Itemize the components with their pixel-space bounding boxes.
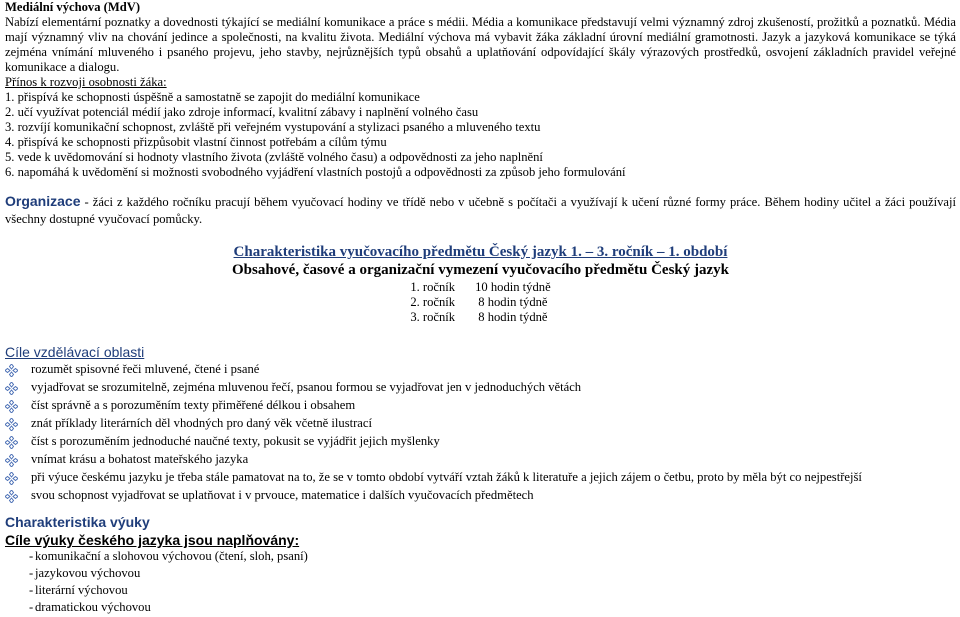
table-row: 3. ročník 8 hodin týdně [410, 310, 548, 324]
contribution-list [5, 90, 956, 180]
list-item: 3. rozvíjí komunikační schopnost, zvláště při veřejném vystupování a stylizaci psaného a mluveného textu [5, 120, 541, 134]
list-item: 6. napomáhá k uvědomění si možnosti svobodného vyjádření vlastních postojů a odpovědnosti za způsob jeho formulování [5, 165, 626, 179]
goal-text: svou schopnost vyjadřovat se uplatňovat i v prvouce, matematice i dalších vyučovacích předmětech [31, 488, 534, 502]
list-item [5, 362, 956, 380]
four-diamond-bullet-icon [5, 488, 31, 503]
teaching-subheading: Cíle výuky českého jazyka jsou naplňovány: [5, 532, 300, 548]
list-item: - dramatickou výchovou [29, 600, 151, 614]
media-paragraph: Nabízí elementární poznatky a dovednosti týkající se mediální komunikace a práce s médii. Média a komunikace představují velmi významný zdroj zkušeností, prožitků a poznatků. Média mají významný vliv na chování jedince a společnosti, na kvalitu života. Mediální výchova má vybavit žáka základní úrovní mediální gramotnosti. Jazyk a jazyková komunikace se týká zejména vnímání mluveného i psaného projevu, jeho stavby, nejrůznějších typů obsahů a uplatňování odpovídající škály výrazových prostředků, osvojení základních pravidel veřejné komunikace a dialogu. [5, 15, 956, 74]
subject-subtitle: Obsahové, časové a organizační vymezení vyučovacího předmětu Český jazyk [231, 262, 730, 278]
list-item [5, 452, 956, 470]
goals-section [5, 343, 956, 506]
list-item: 2. učí využívat potenciál médií jako zdroje informací, kvalitní zábavy i naplnění volného času [5, 105, 479, 119]
organization-label: Organizace [5, 193, 81, 209]
goal-text: číst s porozuměním jednoduché naučné texty, pokusit se vyjádřit jejich myšlenky [31, 434, 440, 448]
goal-text: vnímat krásu a bohatost mateřského jazyka [31, 452, 249, 466]
media-heading: Mediální výchova (MdV) [5, 0, 141, 14]
four-diamond-bullet-icon [5, 398, 31, 413]
list-item: - komunikační a slohovou výchovou (čtení, sloh, psaní) [29, 549, 308, 563]
list-item: - literární výchovou [29, 583, 128, 597]
list-item: 1. přispívá ke schopnosti úspěšně a samostatně se zapojit do mediální komunikace [5, 90, 420, 104]
media-section [5, 0, 956, 180]
goal-text: při výuce českému jazyku je třeba stále pamatovat na to, že se v tomto období vytváří vztah žáků k literatuře a jejich zájem o četbu, proto by měla být co nejpestřejší [31, 470, 862, 484]
teaching-section [5, 513, 956, 617]
list-item [5, 380, 956, 398]
list-item: - jazykovou výchovou [29, 566, 141, 580]
four-diamond-bullet-icon [5, 416, 31, 431]
teaching-heading: Charakteristika výuky [5, 514, 150, 530]
four-diamond-bullet-icon [5, 380, 31, 395]
four-diamond-bullet-icon [5, 362, 31, 377]
hours-table [400, 280, 560, 325]
four-diamond-bullet-icon [5, 434, 31, 449]
list-item [5, 398, 956, 416]
list-item [5, 416, 956, 434]
table-row: 1. ročník 10 hodin týdně [410, 280, 551, 294]
list-item [5, 434, 956, 452]
goal-text: číst správně a s porozuměním texty přiměřené délkou i obsahem [31, 398, 356, 412]
list-item: 5. vede k uvědomování si hodnoty vlastního života (zvláště volného času) a odpovědnosti za jeho naplnění [5, 150, 543, 164]
list-item [5, 470, 956, 488]
list-item [5, 488, 956, 506]
table-row: 2. ročník 8 hodin týdně [410, 295, 548, 309]
organization-text: - žáci z každého ročníku pracují během vyučovací hodiny ve třídě nebo v učebně s počítači a využívají k učení různé formy práce. Během hodiny učitel a žáci používají všechny dostupné vyučovací pomůcky. [5, 195, 956, 226]
goal-text: rozumět spisovné řeči mluvené, čtené i psané [31, 362, 260, 376]
list-item: 4. přispívá ke schopnosti přizpůsobit vlastní činnost potřebám a cílům týmu [5, 135, 387, 149]
goal-text: znát příklady literárních děl vhodných pro daný věk včetně ilustrací [31, 416, 372, 430]
organization-paragraph [5, 193, 956, 228]
contribution-heading: Přínos k rozvoji osobnosti žáka: [5, 75, 167, 89]
goals-list [5, 362, 956, 506]
subject-characteristics [5, 243, 956, 325]
teaching-list [5, 549, 956, 617]
four-diamond-bullet-icon [5, 470, 31, 485]
subject-title: Charakteristika vyučovacího předmětu Český jazyk 1. – 3. ročník – 1. období [233, 244, 728, 260]
goals-heading: Cíle vzdělávací oblasti [5, 344, 145, 360]
goal-text: vyjadřovat se srozumitelně, zejména mluvenou řečí, psanou formou se vyjadřovat jen v jednoduchých větách [31, 380, 582, 394]
four-diamond-bullet-icon [5, 452, 31, 467]
